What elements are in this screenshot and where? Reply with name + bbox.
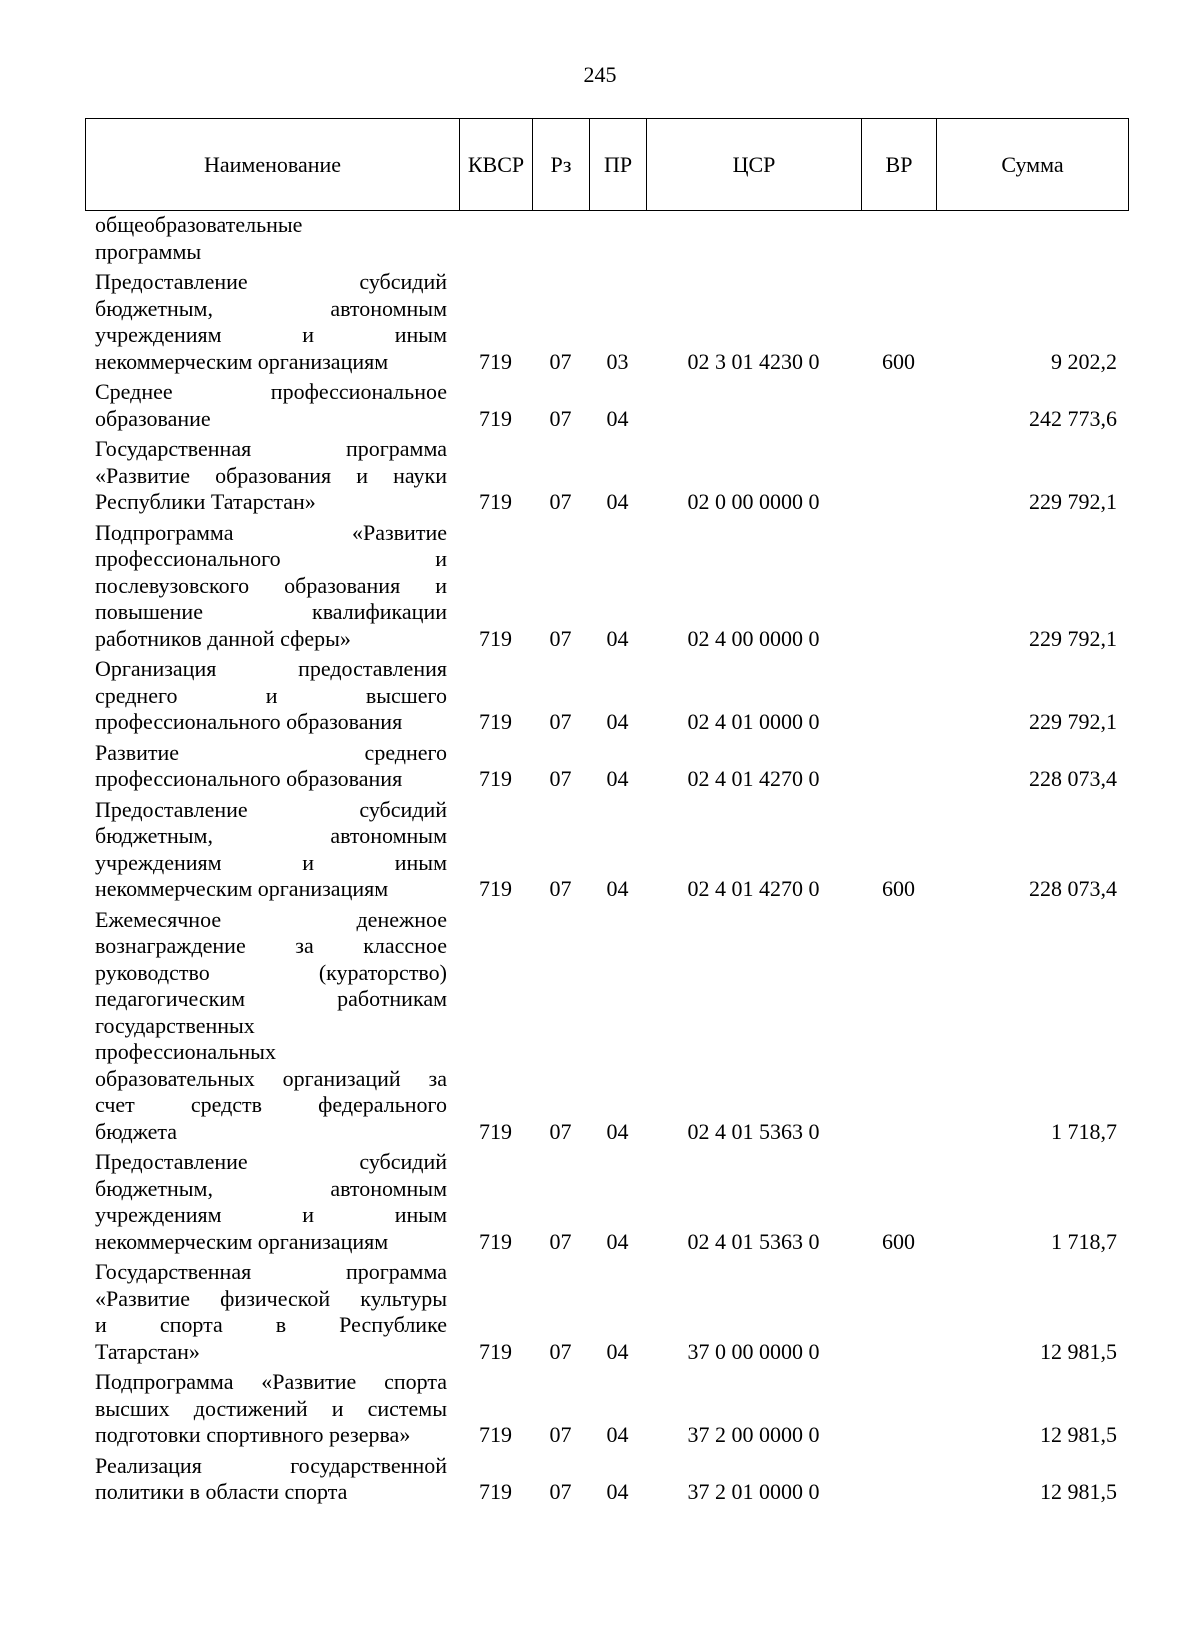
row-name-line: государственных [95, 1012, 255, 1038]
row-name-line: профессионального образования [95, 709, 403, 734]
row-pr: 04 [606, 1479, 629, 1504]
table-row [85, 1453, 1129, 1506]
row-csr: 02 4 01 4270 0 [687, 876, 820, 901]
row-name-line: бюджетным, автономным [95, 823, 447, 848]
row-name-line: Татарстан» [95, 1338, 200, 1364]
row-sum: 228 073,4 [1029, 876, 1117, 901]
row-name-line: послевузовского образования и [95, 572, 447, 598]
row-name-line: работников данной сферы» [95, 625, 351, 651]
row-name-line: Предоставление субсидий [95, 269, 447, 294]
row-vr: 600 [882, 348, 915, 374]
row-name-line: Среднее профессиональное [95, 379, 447, 404]
row-name-line: среднего и высшего [95, 682, 447, 708]
row-name [95, 1259, 447, 1365]
row-name-line: общеобразовательные [95, 212, 303, 237]
row-kvsr: 719 [479, 489, 512, 514]
header-kvsr: КВСР [460, 119, 533, 210]
row-name-line: высших достижений и системы [95, 1395, 447, 1421]
row-name-line: Государственная программа [95, 436, 447, 461]
row-name [95, 520, 447, 653]
table-row [85, 1259, 1129, 1365]
row-name-line: Предоставление субсидий [95, 796, 447, 822]
row-csr: 02 0 00 0000 0 [687, 489, 820, 514]
row-rz: 07 [549, 1228, 572, 1254]
row-name-line: бюджета [95, 1118, 178, 1144]
row-pr: 04 [606, 625, 629, 651]
row-sum: 242 773,6 [1029, 405, 1117, 431]
row-pr: 04 [606, 1422, 629, 1447]
row-gap [85, 1506, 1129, 1510]
row-kvsr: 719 [479, 1422, 512, 1447]
row-name-line: бюджетным, автономным [95, 1175, 447, 1201]
row-name [95, 656, 447, 736]
row-name [95, 1453, 447, 1506]
page-number: 245 [583, 62, 617, 87]
row-name-line: Организация предоставления [95, 656, 447, 681]
row-pr: 04 [606, 489, 629, 514]
row-name [95, 379, 447, 432]
row-kvsr: 719 [479, 1338, 512, 1364]
row-name-line: учреждениям и иным [95, 849, 447, 875]
row-name-line: некоммерческим организациям [95, 876, 389, 901]
row-name-line: некоммерческим организациям [95, 1228, 389, 1254]
row-kvsr: 719 [479, 625, 512, 651]
header-csr: ЦСР [647, 119, 862, 210]
row-sum: 228 073,4 [1029, 766, 1117, 791]
row-pr: 04 [606, 1338, 629, 1364]
row-name-line: подготовки спортивного резерва» [95, 1422, 411, 1447]
row-name-line: Ежемесячное денежное [95, 906, 447, 932]
row-csr: 02 4 01 4270 0 [687, 766, 820, 791]
header-pr: ПР [590, 119, 647, 210]
row-sum: 12 981,5 [1040, 1479, 1117, 1504]
header-sum: Сумма [1001, 151, 1064, 177]
row-kvsr: 719 [479, 1118, 512, 1144]
row-name [95, 797, 447, 903]
row-kvsr: 719 [479, 709, 512, 734]
row-kvsr: 719 [479, 348, 512, 374]
row-sum: 9 202,2 [1051, 348, 1117, 374]
row-csr: 37 0 00 0000 0 [687, 1338, 820, 1364]
row-csr: 02 4 01 5363 0 [687, 1118, 820, 1144]
row-csr: 02 4 01 0000 0 [687, 709, 820, 734]
row-name-line: руководство (кураторство) [95, 959, 447, 985]
table-row [85, 436, 1129, 516]
row-name-line: профессионального образования [95, 766, 403, 791]
row-name-line: «Развитие образования и науки [95, 462, 447, 488]
row-rz: 07 [549, 1479, 572, 1504]
row-name-line: «Развитие физической культуры [95, 1285, 447, 1311]
row-pr: 04 [606, 1118, 629, 1144]
row-rz: 07 [549, 489, 572, 514]
row-name-line: вознаграждение за классное [95, 933, 447, 958]
row-name [95, 269, 447, 375]
row-name-line: образование [95, 405, 211, 431]
row-rz: 07 [549, 1118, 572, 1144]
row-sum: 229 792,1 [1029, 625, 1117, 651]
row-name-line: Реализация государственной [95, 1452, 447, 1478]
row-name-line: Развитие среднего [95, 739, 447, 765]
table-row [85, 740, 1129, 793]
row-name-line: Подпрограмма «Развитие спорта [95, 1369, 447, 1394]
row-sum: 1 718,7 [1051, 1228, 1117, 1254]
row-name-line: политики в области спорта [95, 1479, 348, 1504]
row-pr: 04 [606, 709, 629, 734]
row-csr: 02 4 01 5363 0 [687, 1228, 820, 1254]
row-kvsr: 719 [479, 1228, 512, 1254]
row-kvsr: 719 [479, 766, 512, 791]
row-sum: 229 792,1 [1029, 489, 1117, 514]
row-kvsr: 719 [479, 876, 512, 901]
row-name-line: счет средств федерального [95, 1092, 447, 1117]
table-row [85, 1149, 1129, 1255]
row-rz: 07 [549, 1338, 572, 1364]
table-header [85, 118, 1129, 211]
row-vr: 600 [882, 876, 915, 901]
row-sum: 12 981,5 [1040, 1422, 1117, 1447]
row-pr: 04 [606, 1228, 629, 1254]
row-name [95, 1369, 447, 1449]
row-name-line: и спорта в Республике [95, 1312, 447, 1337]
row-sum: 229 792,1 [1029, 709, 1117, 734]
row-rz: 07 [549, 405, 572, 431]
row-name [95, 907, 447, 1146]
row-name-line: бюджетным, автономным [95, 295, 447, 321]
row-rz: 07 [549, 876, 572, 901]
table-row [85, 212, 1129, 265]
row-name-line: Республики Татарстан» [95, 489, 316, 514]
row-pr: 03 [606, 348, 629, 374]
table-row [85, 656, 1129, 736]
row-pr: 04 [606, 405, 629, 431]
table-row [85, 269, 1129, 375]
table-row [85, 520, 1129, 653]
row-name [95, 1149, 447, 1255]
table-row [85, 1369, 1129, 1449]
row-rz: 07 [549, 1422, 572, 1447]
row-name-line: программы [95, 238, 202, 264]
row-name-line: некоммерческим организациям [95, 348, 389, 374]
row-name-line: Предоставление субсидий [95, 1149, 447, 1174]
row-csr: 37 2 00 0000 0 [687, 1422, 820, 1447]
table-row [85, 907, 1129, 1146]
row-name-line: учреждениям и иным [95, 1202, 447, 1227]
row-csr: 02 3 01 4230 0 [687, 348, 820, 374]
row-pr: 04 [606, 876, 629, 901]
row-sum: 12 981,5 [1040, 1338, 1117, 1364]
row-name [95, 436, 447, 516]
row-name-line: Государственная программа [95, 1259, 447, 1284]
row-rz: 07 [549, 625, 572, 651]
row-name-line: образовательных организаций за [95, 1065, 447, 1091]
row-name-line: педагогическим работникам [95, 986, 447, 1011]
row-rz: 07 [549, 348, 572, 374]
row-name-line: профессионального и [95, 546, 447, 571]
row-csr: 02 4 00 0000 0 [687, 625, 820, 651]
row-rz: 07 [549, 709, 572, 734]
row-name-line: повышение квалификации [95, 599, 447, 624]
row-name [95, 740, 447, 793]
header-rz: Рз [533, 119, 590, 210]
row-name-line: профессиональных [95, 1039, 276, 1064]
table-row [85, 379, 1129, 432]
row-kvsr: 719 [479, 405, 512, 431]
row-name-line: Подпрограмма «Развитие [95, 519, 447, 545]
header-vr: ВР [862, 119, 937, 210]
table-row [85, 797, 1129, 903]
row-rz: 07 [549, 766, 572, 791]
row-name-line: учреждениям и иным [95, 322, 447, 347]
row-pr: 04 [606, 766, 629, 791]
row-name [95, 212, 447, 265]
row-sum: 1 718,7 [1051, 1118, 1117, 1144]
table-body [85, 212, 1129, 1510]
row-vr: 600 [882, 1228, 915, 1254]
row-csr: 37 2 01 0000 0 [687, 1479, 820, 1504]
header-name: Наименование [86, 119, 460, 210]
row-kvsr: 719 [479, 1479, 512, 1504]
